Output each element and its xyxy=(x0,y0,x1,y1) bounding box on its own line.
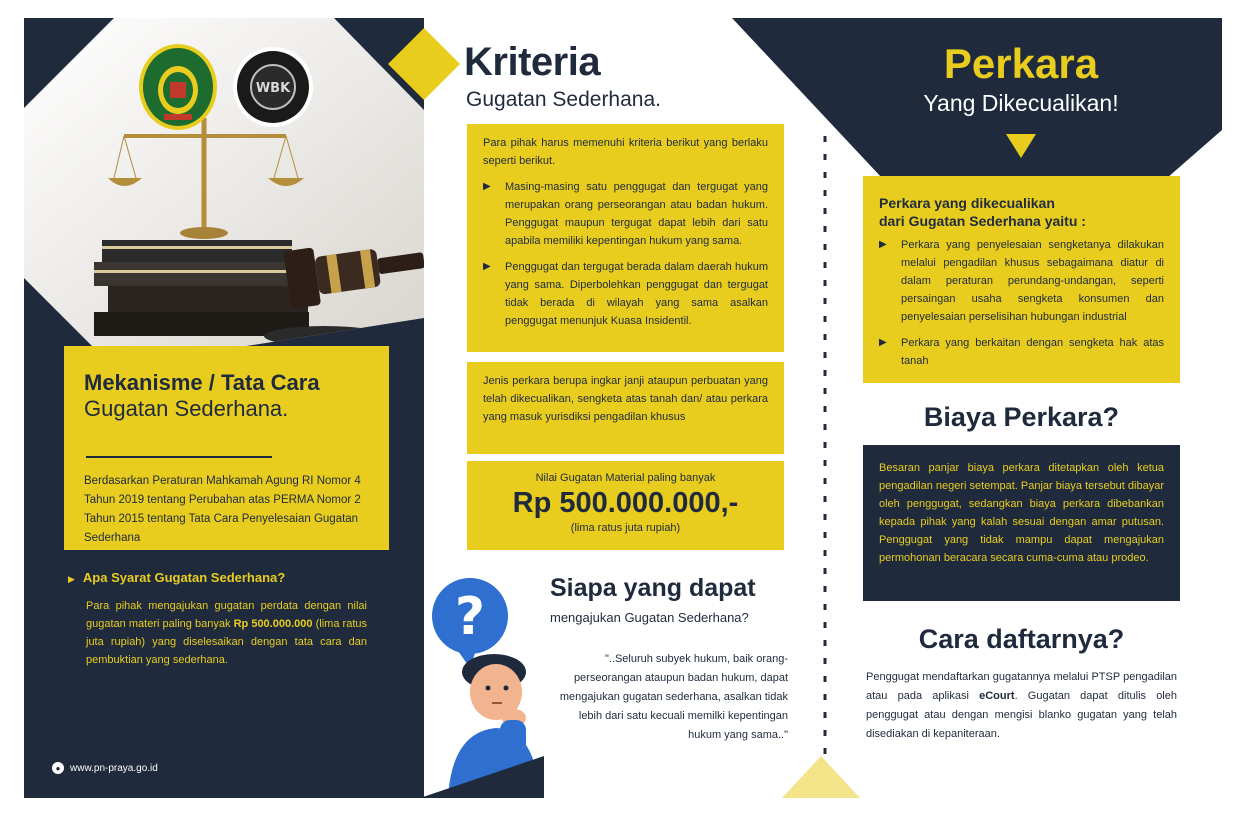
nilai-gugatan-label: Nilai Gugatan Material paling banyak xyxy=(535,472,716,484)
kriteria-bullet-text: Penggugat dan tergugat berada dalam daerah hukum yang sama. Diperbolehkan penggugat dan tergugat tidak berada di wilayah yang sama asalkan penggugat menunjuk Kuasa Insidentil. xyxy=(505,261,768,327)
website-footer[interactable] xyxy=(52,762,158,774)
kriteria-bullet-text: Masing-masing satu penggugat dan tergugat yang merupakan orang perseorangan atau badan hukum. Penggugat maupun tergugat dapat lebih dari satu apabila memiliki kepentingan hukum yang sama. xyxy=(505,181,768,247)
dikecualikan-bullet-text: Perkara yang penyelesaian sengketanya dilakukan melalui pengadilan khusus sebagaimana diatur di dalam peraturan perundang-undangan, seperti persaingan usaha sengketa konsumen dan penyelesaian perselisihan hubungan industrial xyxy=(901,239,1164,323)
bottom-yellow-triangle xyxy=(782,756,860,798)
perkara-title: Perkara xyxy=(943,40,1099,87)
left-panel xyxy=(24,18,424,798)
kriteria-bullet xyxy=(483,258,768,330)
globe-icon: ● xyxy=(52,762,64,774)
cara-body-ecourt: eCourt xyxy=(979,690,1015,702)
play-arrow-icon: ▶ xyxy=(879,337,887,348)
biaya-box xyxy=(863,445,1180,601)
mekanisme-heading-bold: Mekanisme / Tata Cara xyxy=(84,370,320,395)
kriteria-bullet xyxy=(483,178,768,250)
biaya-body: Besaran panjar biaya perkara ditetapkan oleh ketua pengadilan negeri setempat. Panjar biaya tersebut dibayar oleh penggugat, sedangkan biaya perkara dibebankan kepada pihak yang kalah sesuai dengan amar putusan. Penggugat yang tidak mampu dapat mengajukan permohonan beracara secara cuma-cuma atau prodeo. xyxy=(879,462,1164,564)
mekanisme-heading xyxy=(84,370,369,422)
bottom-navy-strip xyxy=(420,756,544,798)
kriteria-title: Kriteria xyxy=(464,40,601,84)
siapa-title: Siapa yang dapat xyxy=(550,574,756,602)
play-arrow-icon: ▶ xyxy=(68,574,75,584)
kriteria-subtitle: Gugatan Sederhana. xyxy=(466,88,661,111)
dikecualikan-bullet xyxy=(879,334,1164,370)
syarat-title xyxy=(68,570,285,585)
syarat-body xyxy=(86,597,367,669)
jenis-perkara-box xyxy=(467,362,784,454)
syarat-body-post: (lima ratus juta rupiah) yang diselesaikan dengan tata cara dan pembuktian yang sederhana. xyxy=(86,618,367,666)
dikecualikan-heading-line2: dari Gugatan Sederhana yaitu : xyxy=(879,213,1086,229)
gavel-photo xyxy=(24,18,424,348)
biaya-title: Biaya Perkara? xyxy=(923,402,1120,432)
kriteria-diamond-decoration xyxy=(388,28,460,100)
heading-divider xyxy=(86,456,272,458)
dikecualikan-bullet xyxy=(879,236,1164,326)
siapa-quote: "..Seluruh subyek hukum, baik orang-perseorangan ataupun badan hukum, dapat mengajukan gugatan sederhana, asalkan tidak lebih dari satu kecuali memilki kepentingan hukum yang sama.." xyxy=(559,653,788,741)
cara-body xyxy=(866,668,1177,744)
play-arrow-icon: ▶ xyxy=(879,239,887,250)
mekanisme-box xyxy=(64,346,389,550)
jenis-perkara-text: Jenis perkara berupa ingkar janji ataupun perbuatan yang telah dikecualikan, sengketa atas tanah dan/ atau perkara yang masuk yurisdiksi pengadilan khusus xyxy=(483,375,768,423)
dikecualikan-box xyxy=(863,176,1180,383)
siapa-subtitle: mengajukan Gugatan Sederhana? xyxy=(550,610,749,625)
court-seal-logo xyxy=(136,42,220,132)
zona-integritas-mark: WBK xyxy=(255,81,291,96)
dikecualikan-bullet-text: Perkara yang berkaitan dengan sengketa hak atas tanah xyxy=(901,337,1164,367)
zona-integritas-logo xyxy=(232,46,314,128)
kriteria-intro: Para pihak harus memenuhi kriteria berikut yang berlaku seperti berikut. xyxy=(483,137,768,167)
cara-title: Cara daftarnya? xyxy=(918,624,1125,654)
play-arrow-icon: ▶ xyxy=(483,181,491,192)
play-arrow-icon: ▶ xyxy=(483,261,491,272)
syarat-title-text: Apa Syarat Gugatan Sederhana? xyxy=(82,570,286,585)
syarat-body-amount: Rp 500.000.000 xyxy=(233,618,313,630)
syarat-body-pre: Para pihak mengajukan gugatan perdata dengan nilai gugatan materi paling banyak xyxy=(86,600,367,630)
website-link[interactable]: www.pn-praya.go.id xyxy=(70,762,158,774)
cara-body-post: . Gugatan dapat ditulis oleh penggugat atau dengan mengisi blanko gugatan yang telah disediakan di kepaniteraan. xyxy=(866,690,1177,740)
dikecualikan-heading xyxy=(879,194,1164,230)
perkara-subtitle: Yang Dikecualikan! xyxy=(923,90,1119,116)
question-mark-icon: ? xyxy=(454,587,486,647)
nilai-gugatan-amount: Rp 500.000.000,- xyxy=(512,487,739,519)
dikecualikan-heading-line1: Perkara yang dikecualikan xyxy=(879,195,1055,211)
nilai-gugatan-box xyxy=(467,461,784,550)
mekanisme-heading-light: Gugatan Sederhana. xyxy=(84,396,289,421)
cara-body-pre: Penggugat mendaftarkan gugatannya melalui PTSP pengadilan atau pada aplikasi xyxy=(866,671,1177,702)
nilai-gugatan-words: (lima ratus juta rupiah) xyxy=(570,522,681,534)
dotted-divider xyxy=(820,136,830,776)
perma-description: Berdasarkan Peraturan Mahkamah Agung RI Nomor 4 Tahun 2019 tentang Perubahan atas PERMA Nomor 2 Tahun 2015 tentang Tata Cara Penyelesaian Gugatan Sederhana xyxy=(84,475,361,544)
